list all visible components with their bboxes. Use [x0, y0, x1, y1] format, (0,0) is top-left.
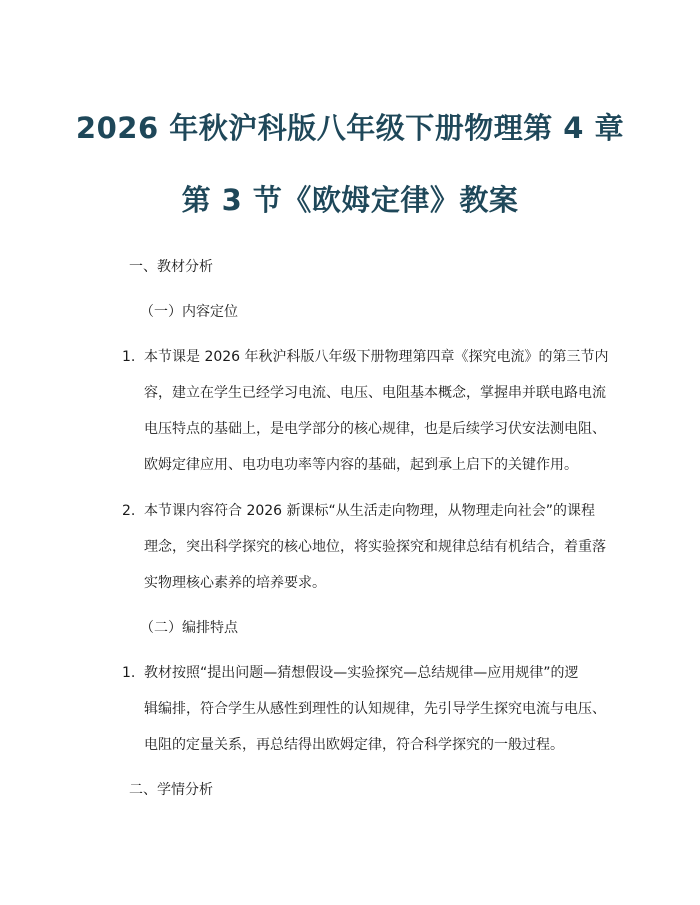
list-item-text-line: 理念，突出科学探究的核心地位，将实验探究和规律总结有机结合，着重落 [144, 539, 606, 555]
list-item-text-line: 电阻的定量关系，再总结得出欧姆定律，符合科学探究的一般过程。 [144, 737, 564, 753]
section-heading-student-analysis: 二、学情分析 [129, 782, 213, 798]
list-item-text-line: 容，建立在学生已经学习电流、电压、电阻基本概念，掌握串并联电路电流 [144, 385, 606, 401]
list-item-text-line: 欧姆定律应用、电功电功率等内容的基础，起到承上启下的关键作用。 [144, 457, 578, 473]
list-item-text-line: 本节课内容符合 2026 新课标“从生活走向物理，从物理走向社会”的课程 [144, 503, 596, 519]
list-item-number: 1. [122, 349, 136, 365]
subsection-heading-arrangement-features: （二）编排特点 [140, 620, 238, 636]
list-item-text-line: 辑编排，符合学生从感性到理性的认知规律，先引导学生探究电流与电压、 [144, 701, 606, 717]
section-heading-textbook-analysis: 一、教材分析 [129, 259, 213, 275]
list-item-number: 2. [122, 503, 136, 519]
list-item-number: 1. [122, 665, 136, 681]
list-item-text-line: 实物理核心素养的培养要求。 [144, 575, 326, 591]
document-title-line-2: 第 3 节《欧姆定律》教案 [181, 183, 519, 217]
list-item-text-line: 教材按照“提出问题—猜想假设—实验探究—总结规律—应用规律”的逻 [144, 665, 579, 681]
list-item-text-line: 本节课是 2026 年秋沪科版八年级下册物理第四章《探究电流》的第三节内 [144, 349, 609, 365]
document-title-line-1: 2026 年秋沪科版八年级下册物理第 4 章 [75, 111, 625, 145]
list-item-text-line: 电压特点的基础上，是电学部分的核心规律，也是后续学习伏安法测电阻、 [144, 421, 606, 437]
subsection-heading-content-positioning: （一）内容定位 [140, 304, 238, 320]
